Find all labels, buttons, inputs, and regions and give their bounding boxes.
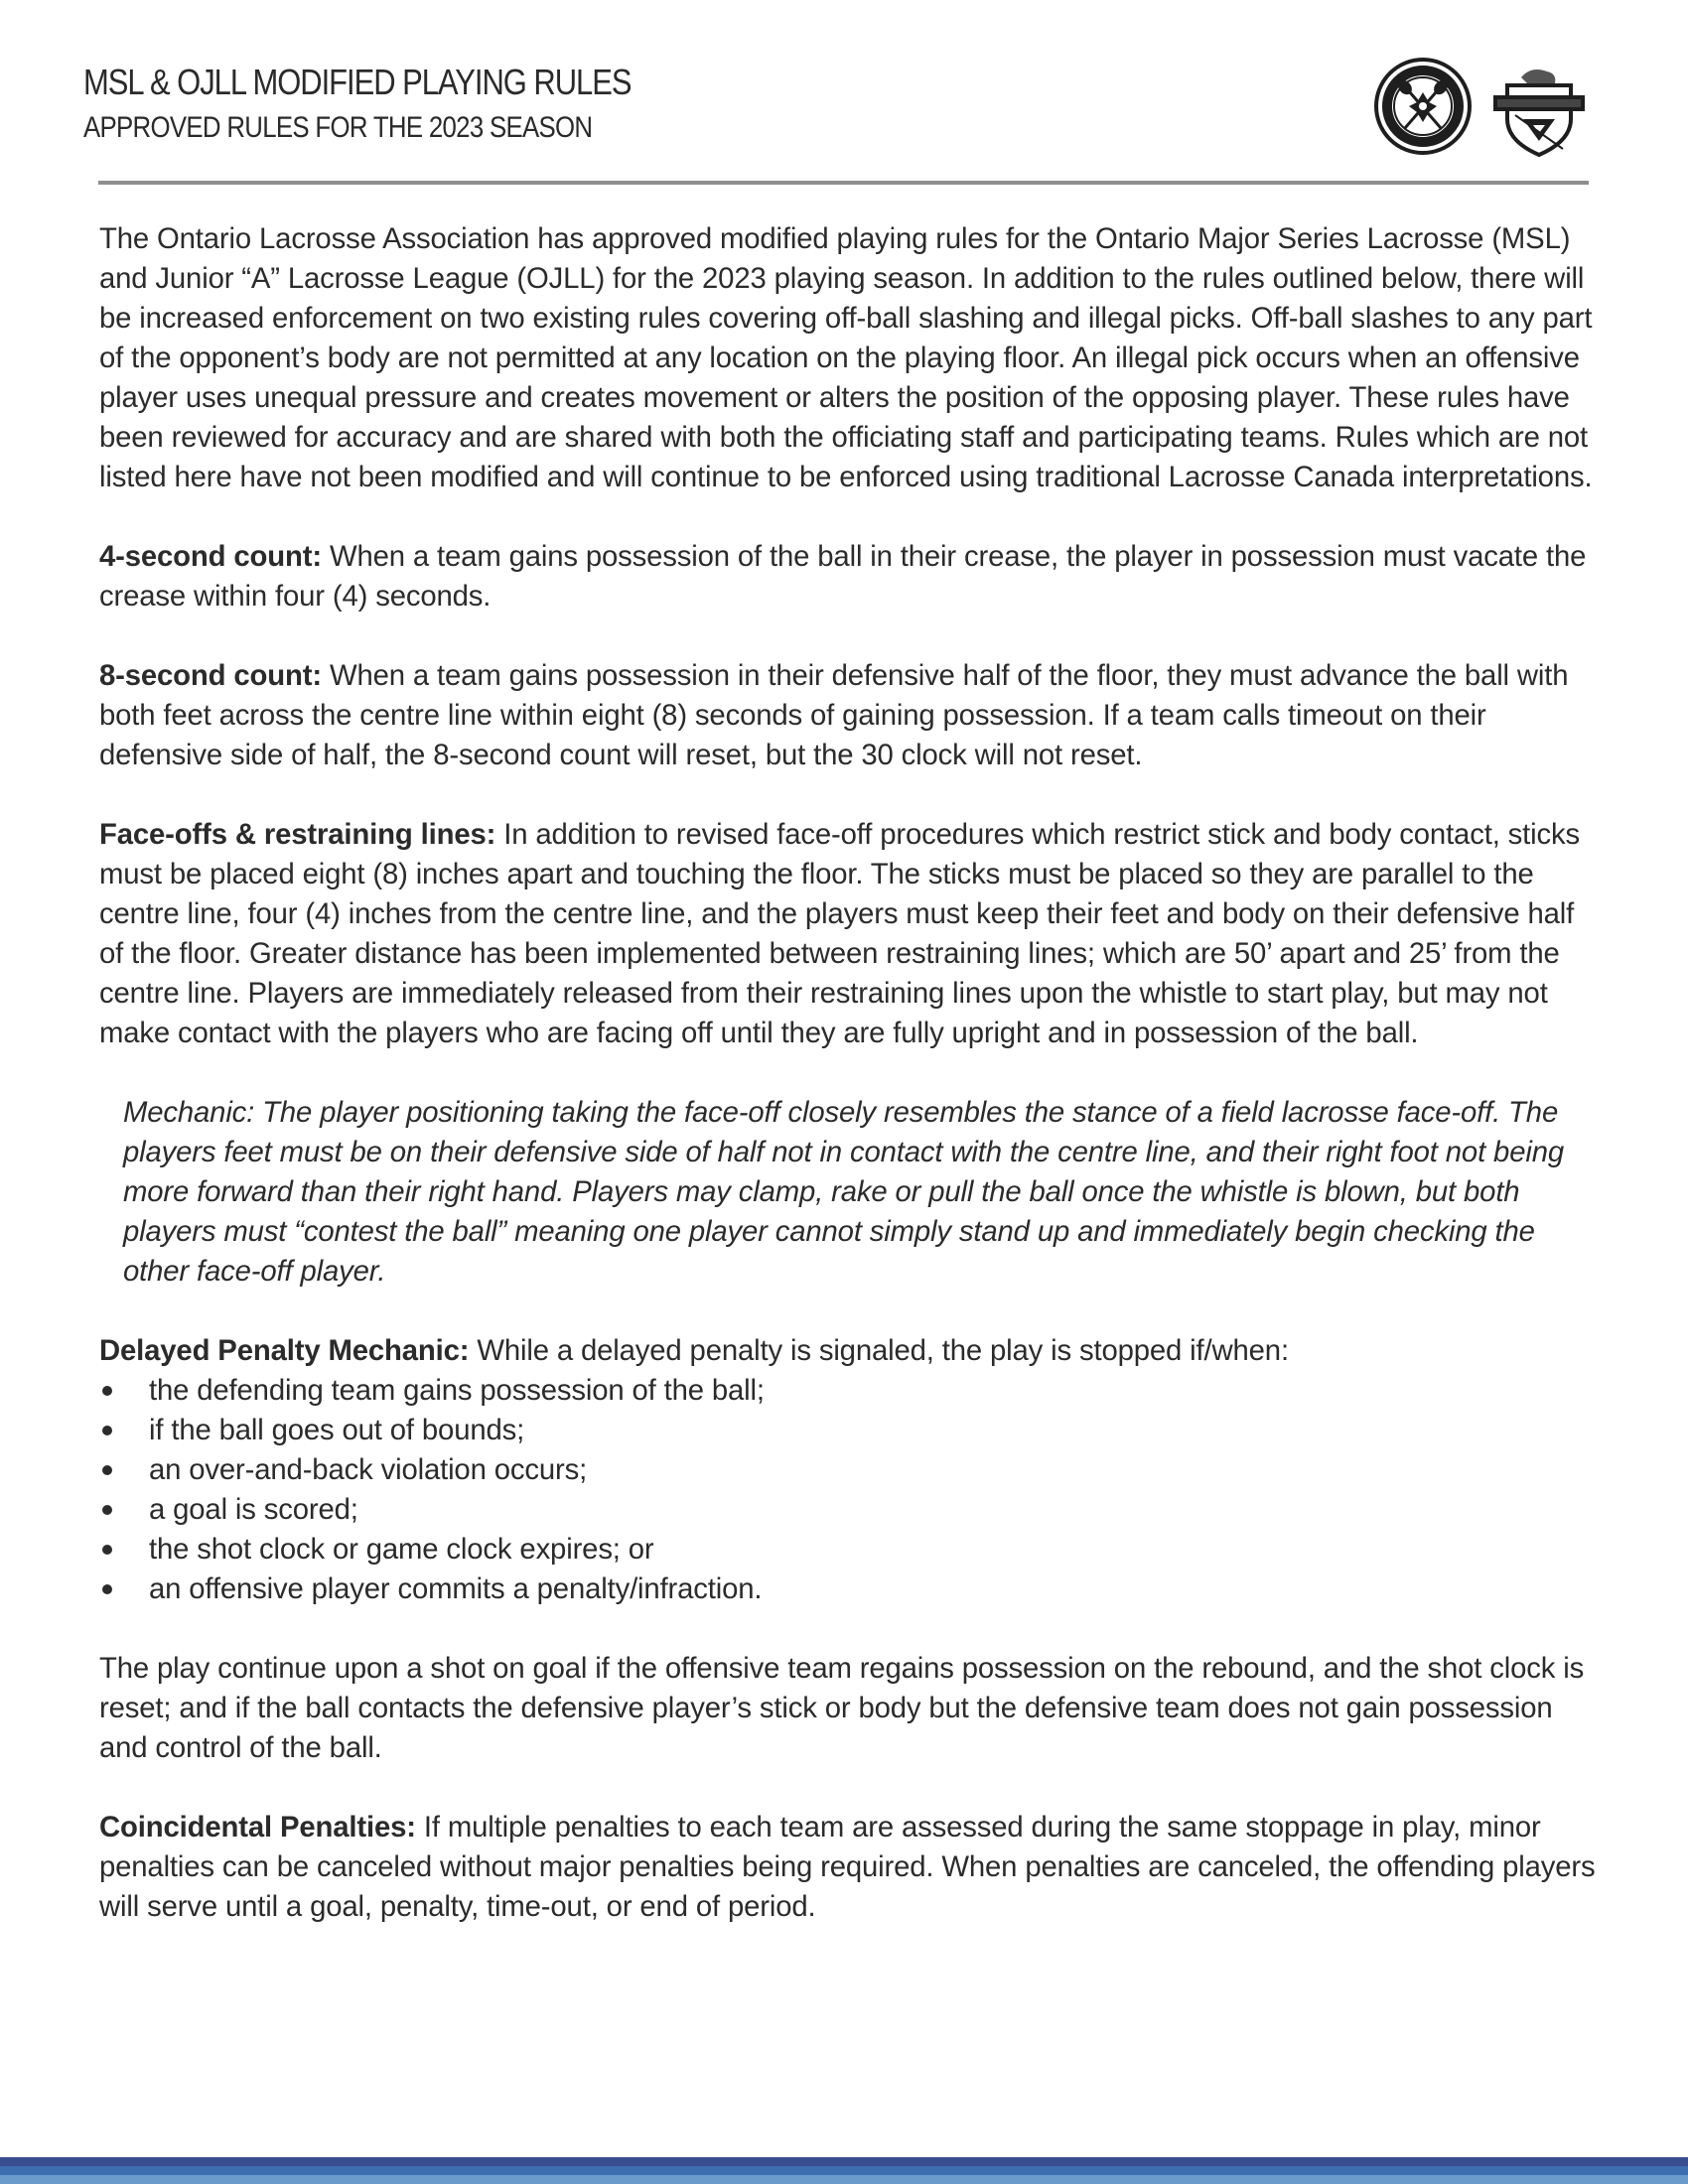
rule-text: While a delayed penalty is signaled, the play is stopped if/when: (469, 1334, 1289, 1367)
ontario-lacrosse-shield-logo-icon (1489, 62, 1589, 157)
page-title: MSL & OJLL MODIFIED PLAYING RULES (83, 62, 632, 102)
rule-eight-second (99, 656, 1599, 775)
rule-label: 4-second count: (99, 540, 322, 573)
rule-label: Delayed Penalty Mechanic: (99, 1334, 470, 1367)
bullet-icon (102, 1465, 112, 1475)
header-divider (98, 181, 1589, 185)
rule-label: Face-offs & restraining lines: (99, 818, 496, 851)
list-item: an offensive player commits a penalty/infraction. (99, 1570, 1599, 1609)
faceoff-mechanic-note: Mechanic: The player positioning taking the face-off closely resembles the stance of a field lacrosse face-off. The players feet must be on their defensive side of half not in contact with the centre line, and their right foot not being more forward than their right hand. Players may clamp, rake or pull the ball once the whistle is blown, but both players must “contest the ball” meaning one player cannot simply stand up and immediately begin checking the other face-off player. (123, 1096, 1564, 1288)
bullet-icon (102, 1426, 112, 1435)
list-item: the shot clock or game clock expires; or (99, 1530, 1599, 1570)
rule-text: When a team gains possession in their defensive half of the floor, they must advance the ball with both feet across the centre line within eight (8) seconds of gaining possession. If a team calls timeout on their defensive side of half, the 8-second count will reset, but the 30 clock will not reset. (99, 659, 1569, 771)
delayed-penalty-list (99, 1371, 1599, 1609)
footer-band-navy (0, 2157, 1688, 2166)
intro-paragraph: The Ontario Lacrosse Association has approved modified playing rules for the Ontario Major Series Lacrosse (MSL) and Junior “A” Lacrosse League (OJLL) for the 2023 playing season. In addition to the rules outlined below, there will be increased enforcement on two existing rules covering off-ball slashing and illegal picks. Off-ball slashes to any part of the opponent’s body are not permitted at any location on the playing floor. An illegal pick occurs when an offensive player uses unequal pressure and creates movement or alters the position of the opposing player. These rules have been reviewed for accuracy and are shared with both the officiating staff and participating teams. Rules which are not listed here have not been modified and will continue to be enforced using traditional Lacrosse Canada interpretations. (99, 222, 1593, 493)
document-body (99, 219, 1599, 1927)
footer-band-light-blue (0, 2175, 1688, 2184)
rule-text: If multiple penalties to each team are assessed during the same stoppage in play, minor penalties can be canceled without major penalties being required. When penalties are canceled, the offending players will serve until a goal, penalty, time-out, or end of period. (99, 1811, 1596, 1923)
rule-label: 8-second count: (99, 659, 322, 692)
list-item: a goal is scored; (99, 1490, 1599, 1530)
page-subtitle: APPROVED RULES FOR THE 2023 SEASON (83, 111, 593, 144)
rule-text: In addition to revised face-off procedures which restrict stick and body contact, sticks must be placed eight (8) inches apart and touching the floor. The sticks must be placed so they are parallel to the centre line, four (4) inches from the centre line, and the players must keep their feet and body on their defensive half of the floor. Greater distance has been implemented between restraining lines; which are 50’ apart and 25’ from the centre line. Players are immediately released from their restraining lines upon the whistle to start play, but may not make contact with the players who are facing off until they are fully upright and in possession of the ball. (99, 818, 1581, 1049)
list-item: the defending team gains possession of the ball; (99, 1371, 1599, 1411)
rule-faceoffs (99, 815, 1599, 1053)
delayed-penalty-continuation: The play continue upon a shot on goal if the offensive team regains possession on the rebound, and the shot clock is reset; and if the ball contacts the defensive player’s stick or body but the defensive team does not gain possession and control of the ball. (99, 1652, 1585, 1764)
rule-label: Coincidental Penalties: (99, 1811, 416, 1843)
rule-text: When a team gains possession of the ball in their crease, the player in possession must vacate the crease within four (4) seconds. (99, 540, 1587, 613)
footer-band-blue (0, 2166, 1688, 2175)
rule-four-second (99, 537, 1599, 616)
ontario-lacrosse-association-logo-icon (1373, 57, 1473, 156)
bullet-icon (102, 1545, 112, 1555)
list-item: an over-and-back violation occurs; (99, 1450, 1599, 1490)
bullet-icon (102, 1505, 112, 1515)
list-item: if the ball goes out of bounds; (99, 1411, 1599, 1450)
rule-delayed-penalty (99, 1331, 1599, 1371)
rule-coincidental (99, 1808, 1599, 1927)
bullet-icon (102, 1386, 112, 1396)
bullet-icon (102, 1584, 112, 1594)
